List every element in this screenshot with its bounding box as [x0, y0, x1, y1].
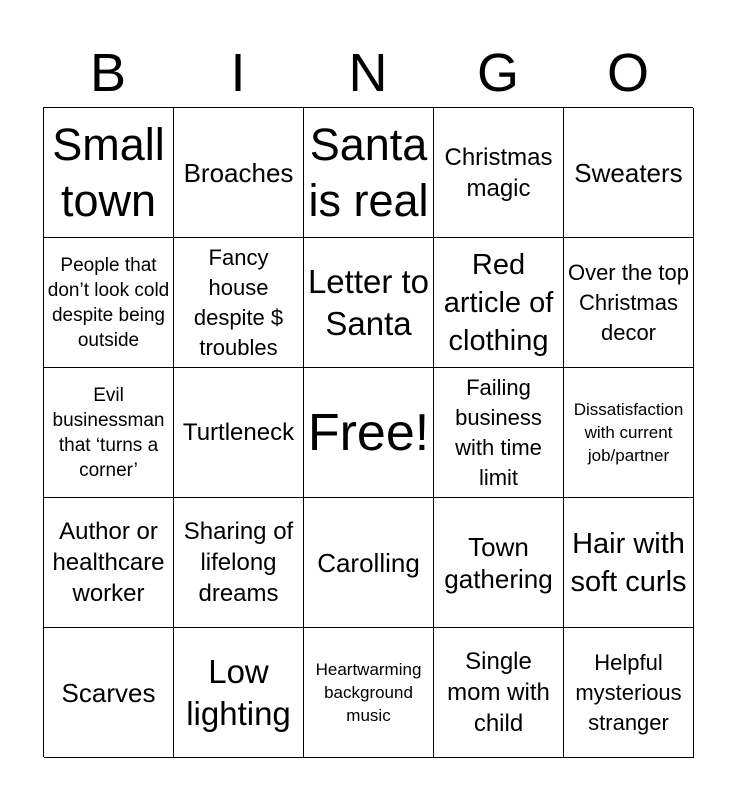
cell-text: Small town [52, 118, 165, 226]
bingo-cell[interactable] [174, 108, 304, 238]
cell-text: Broaches [183, 157, 294, 188]
cell-text: Turtleneck [182, 419, 295, 446]
cell-text: Christmas magic [444, 143, 553, 202]
bingo-header [43, 40, 693, 106]
header-letter-n: N [348, 43, 388, 103]
bingo-cell[interactable] [174, 498, 304, 628]
header-letter-b: B [89, 43, 127, 103]
bingo-cell[interactable] [44, 238, 174, 368]
bingo-cell[interactable] [434, 498, 564, 628]
bingo-cell[interactable] [564, 628, 694, 758]
cell-text: Single mom with child [447, 648, 550, 737]
cell-text: Author or healthcare worker [52, 518, 165, 607]
header-letter-g: G [476, 43, 519, 103]
cell-text: Helpful mysterious stranger [575, 649, 682, 735]
bingo-cell[interactable] [434, 108, 564, 238]
free-space[interactable] [304, 368, 434, 498]
bingo-cell[interactable] [44, 108, 174, 238]
bingo-cell[interactable] [304, 628, 434, 758]
cell-text: Sweaters [574, 157, 683, 188]
cell-text: Dissatisfaction with current job/partner [573, 400, 684, 465]
cell-text: Sharing of lifelong dreams [183, 518, 294, 607]
bingo-cell[interactable] [434, 368, 564, 498]
bingo-cell[interactable] [174, 628, 304, 758]
cell-text: Carolling [317, 547, 420, 578]
cell-text: Heartwarming background music [315, 660, 422, 725]
cell-text: Failing business with time limit [455, 374, 542, 490]
cell-text: Red article of clothing [443, 248, 554, 357]
bingo-cell[interactable] [564, 108, 694, 238]
cell-text: People that don’t look cold despite being outside [47, 254, 170, 351]
bingo-cell[interactable] [44, 498, 174, 628]
cell-text: Santa is real [308, 118, 429, 226]
cell-text: Free! [307, 403, 430, 462]
bingo-cell[interactable] [44, 628, 174, 758]
bingo-cell[interactable] [304, 108, 434, 238]
cell-text: Fancy house despite $ troubles [193, 244, 284, 360]
bingo-cell[interactable] [174, 238, 304, 368]
bingo-card [43, 107, 693, 757]
bingo-cell[interactable] [434, 238, 564, 368]
cell-text: Letter to Santa [307, 262, 430, 342]
cell-text: Scarves [61, 677, 156, 708]
cell-text: Town gathering [444, 531, 553, 594]
header-letter-o: O [606, 43, 649, 103]
bingo-cell[interactable] [434, 628, 564, 758]
cell-text: Hair with soft curls [570, 527, 687, 598]
bingo-cell[interactable] [564, 498, 694, 628]
bingo-cell[interactable] [174, 368, 304, 498]
bingo-cell[interactable] [44, 368, 174, 498]
bingo-cell[interactable] [304, 498, 434, 628]
header-letter-i: I [230, 43, 246, 103]
cell-text: Evil businessman that ‘turns a corner’ [52, 384, 165, 481]
cell-text: Low lighting [186, 652, 291, 732]
bingo-cell[interactable] [304, 238, 434, 368]
bingo-cell[interactable] [564, 238, 694, 368]
cell-text: Over the top Christmas decor [567, 259, 690, 345]
bingo-cell[interactable] [564, 368, 694, 498]
